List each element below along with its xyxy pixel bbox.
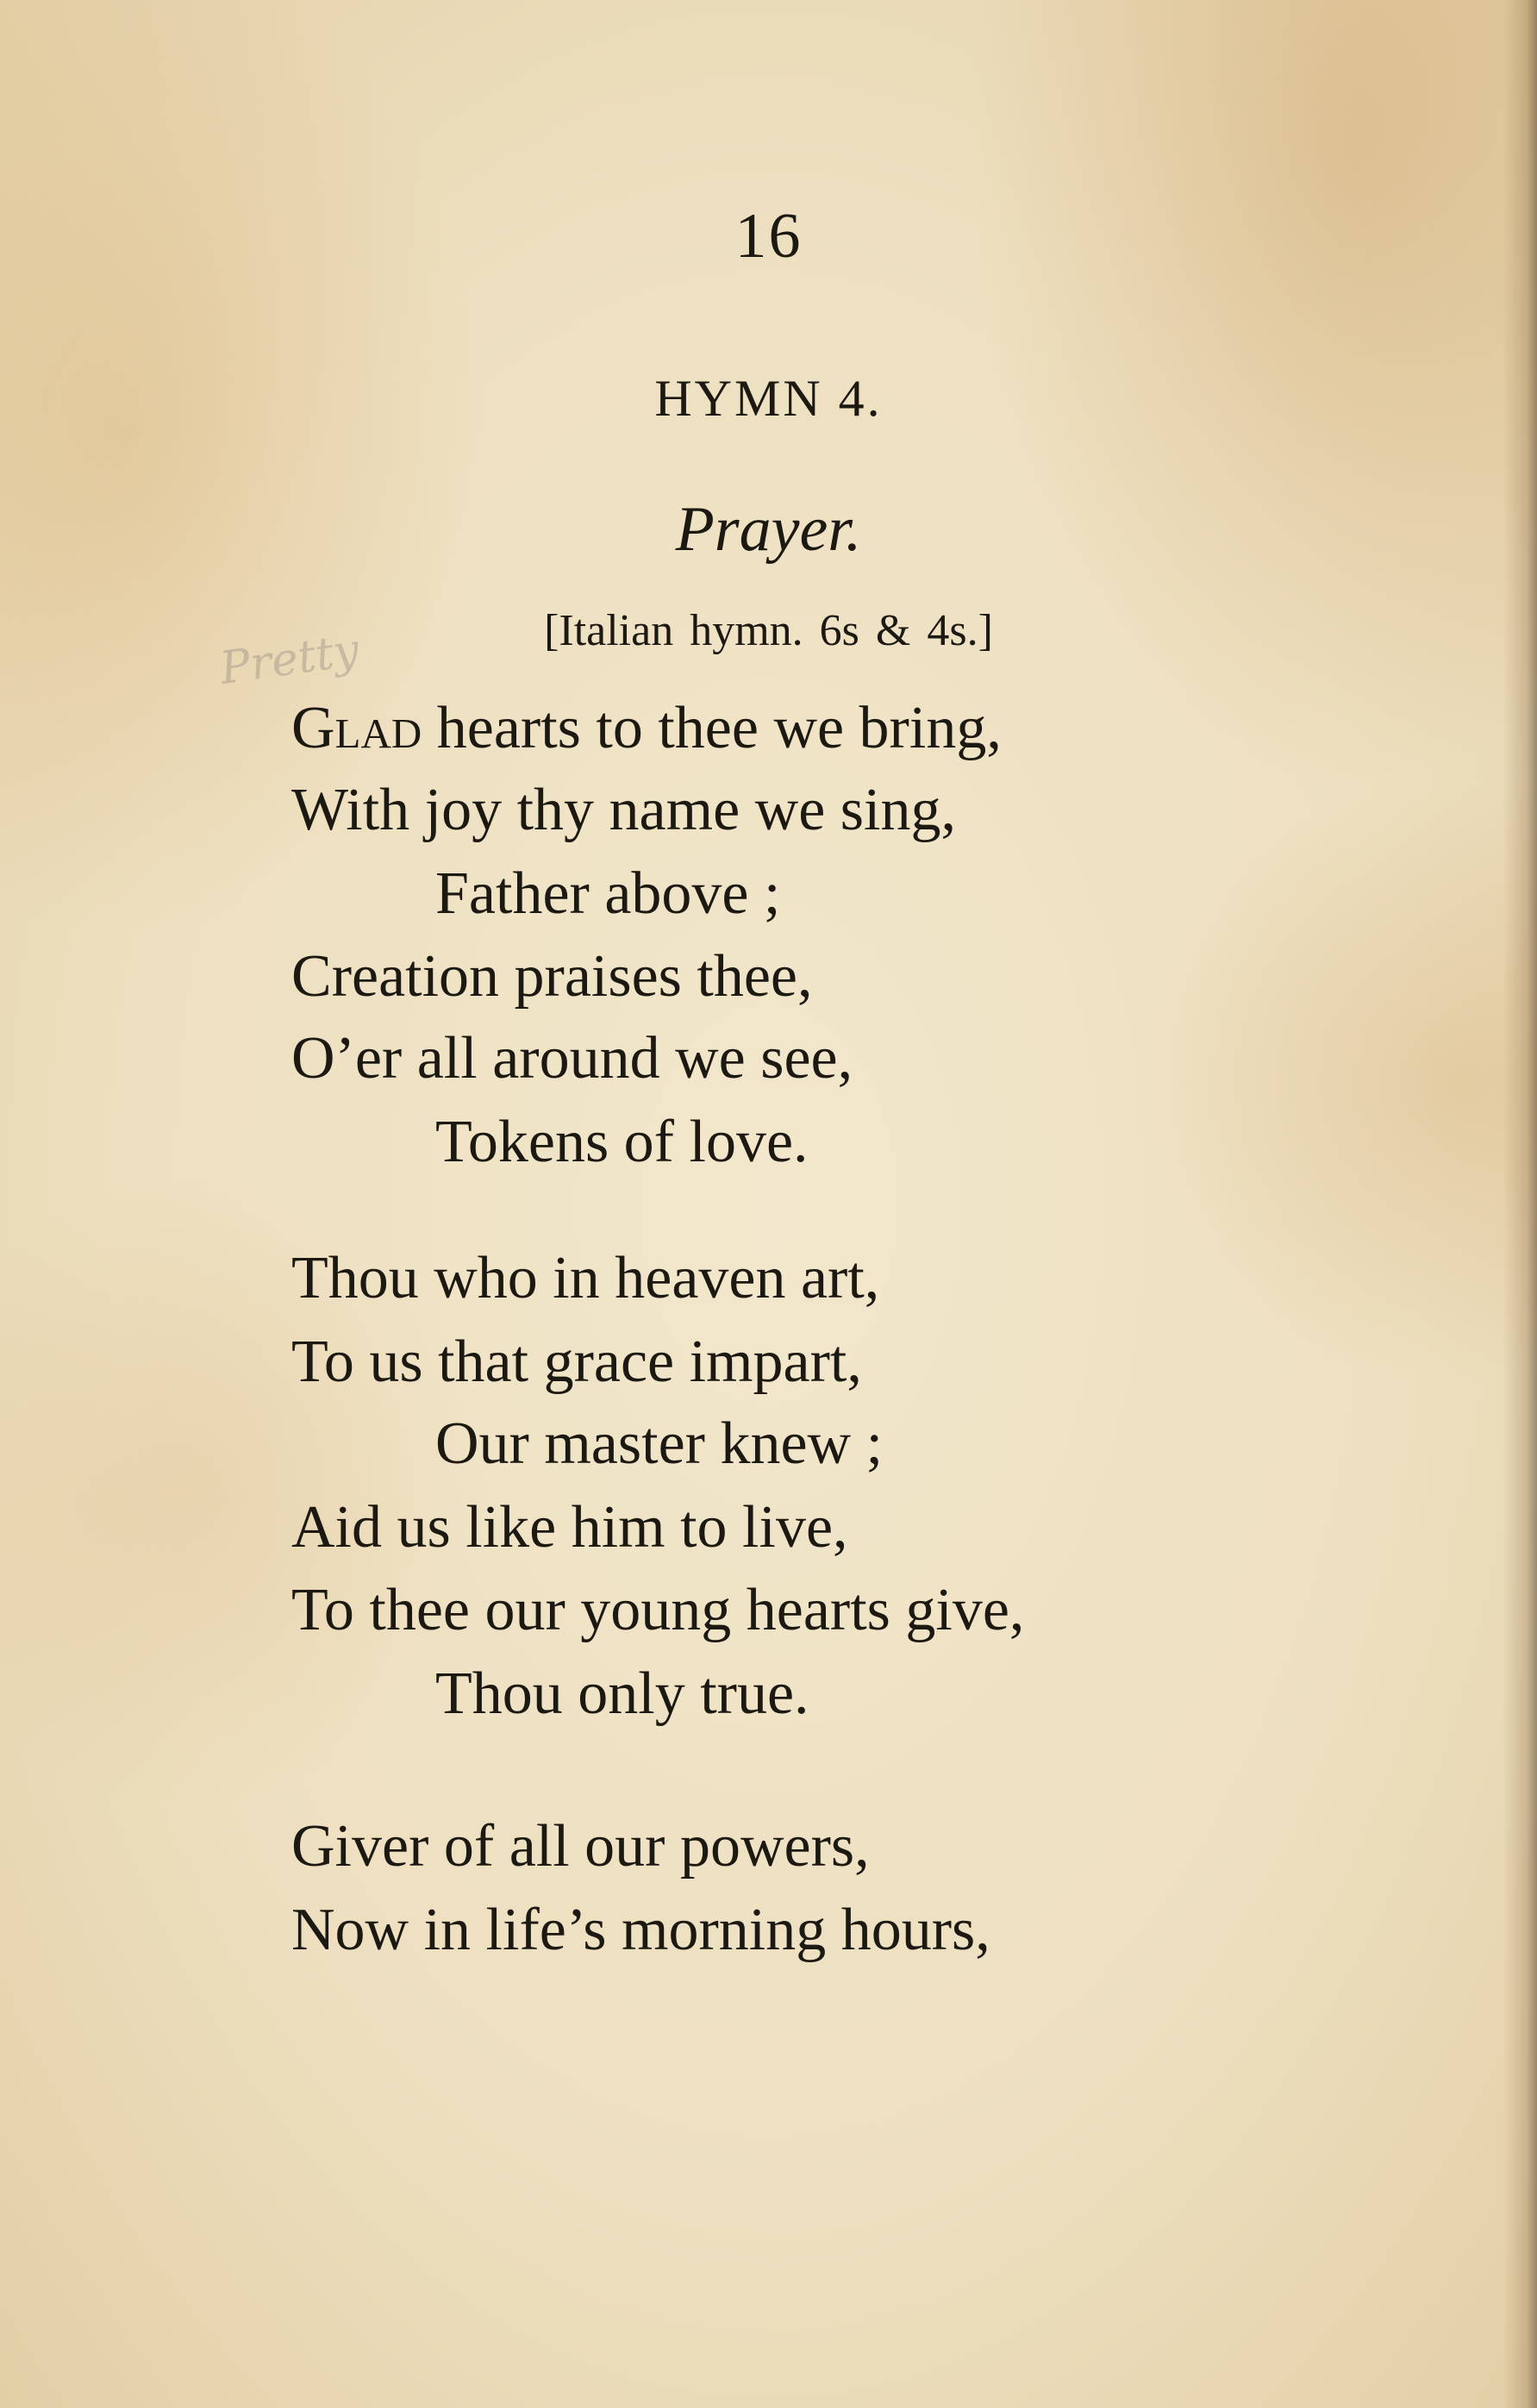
verse-line: To thee our young hearts give, xyxy=(291,1577,1025,1643)
verse-line: With joy thy name we sing, xyxy=(291,777,956,843)
verse-line xyxy=(291,695,1002,761)
verse-line-indented: Our master knew ; xyxy=(435,1410,884,1477)
verse-line: Thou who in heaven art, xyxy=(291,1245,880,1311)
verse-line: Creation praises thee, xyxy=(291,943,813,1010)
verse-line-indented: Father above ; xyxy=(435,860,781,927)
page-edge-shadow xyxy=(1503,0,1537,2408)
hymn-subtitle: Prayer. xyxy=(675,494,862,565)
verse-line: O’er all around we see, xyxy=(291,1025,853,1091)
verse-line: To us that grace impart, xyxy=(291,1329,862,1395)
meter-note: [Italian hymn. 6s & 4s.] xyxy=(544,606,993,655)
pencil-annotation: Pretty xyxy=(216,624,363,695)
verse-line-indented: Thou only true. xyxy=(435,1661,809,1727)
verse-line: Now in life’s morning hours, xyxy=(291,1897,990,1963)
verse-line-text: hearts to thee we bring, xyxy=(422,695,1002,761)
page-number: 16 xyxy=(734,201,803,272)
verse-line: Giver of all our powers, xyxy=(291,1813,870,1879)
hymn-title: HYMN 4. xyxy=(654,370,883,427)
verse-line-indented: Tokens of love. xyxy=(435,1109,809,1175)
first-word: Glad xyxy=(291,695,422,761)
verse-line: Aid us like him to live, xyxy=(291,1494,848,1561)
